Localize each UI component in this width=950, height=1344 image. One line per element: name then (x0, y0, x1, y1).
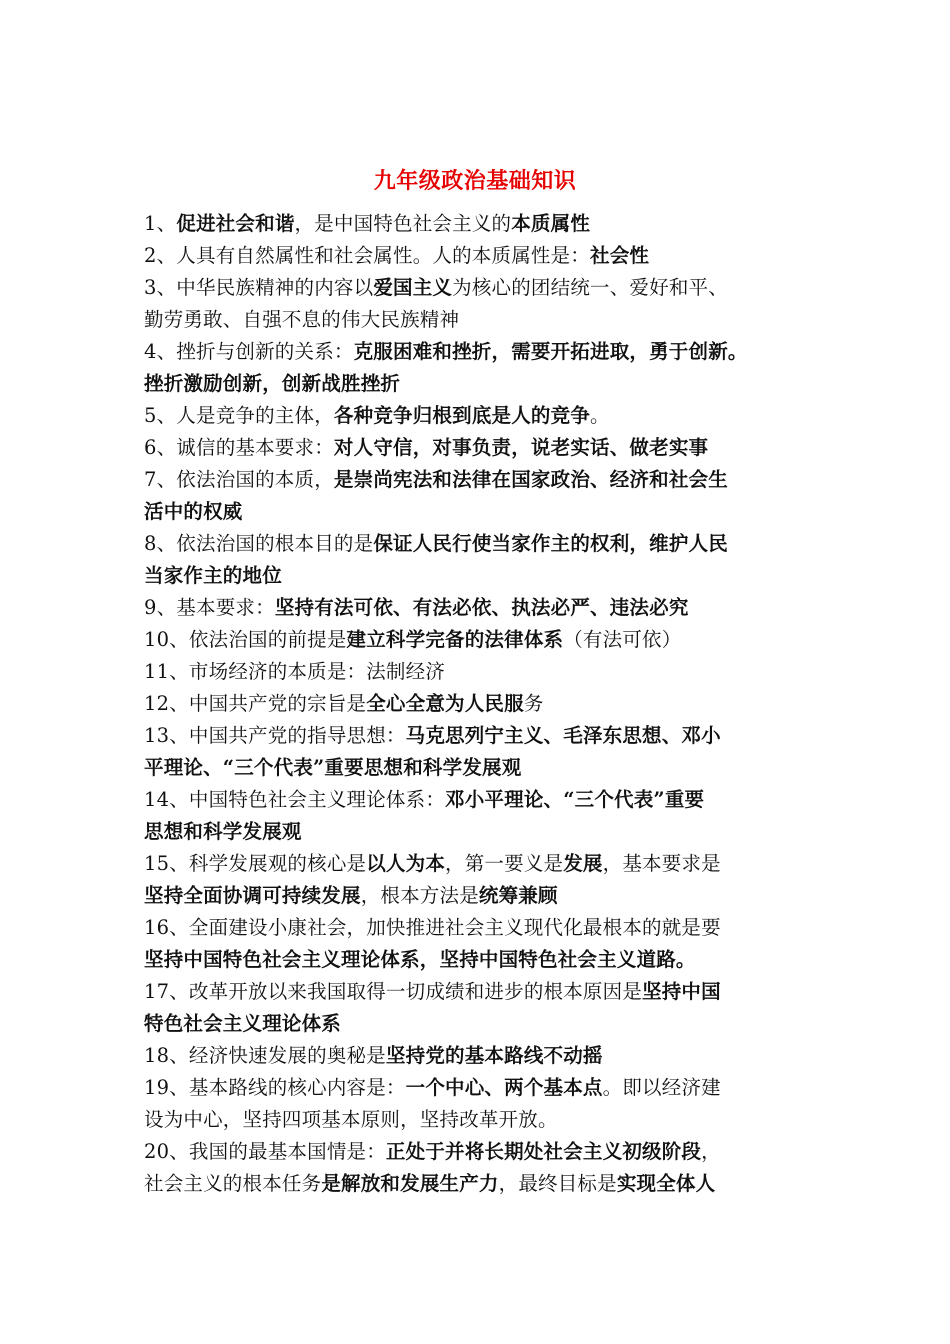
bold-text-segment: 克服困难和挫折，需要开拓进取，勇于创新。 (353, 340, 748, 363)
text-line (144, 912, 816, 944)
text-segment: 。 (590, 404, 610, 427)
bold-text-segment: 思想和科学发展观 (144, 820, 302, 843)
text-line (144, 1008, 816, 1040)
text-line (144, 592, 816, 624)
bold-text-segment: 坚持党的基本路线不动摇 (385, 1044, 603, 1067)
bold-text-segment: 是解放和发展生产力 (321, 1172, 499, 1195)
bold-text-segment: 一个中心、两个基本点 (405, 1076, 603, 1099)
bold-text-segment: 坚持有法可依、有法必依、执法必严、违法必究 (274, 596, 689, 619)
text-line (144, 880, 816, 912)
text-segment: 6、诚信的基本要求： (144, 436, 334, 459)
text-segment: 10、依法治国的前提是 (144, 628, 347, 651)
bold-text-segment: 爱国主义 (373, 276, 453, 299)
text-line (144, 560, 816, 592)
text-segment: 2、人具有自然属性和社会属性。人的本质属性是： (144, 244, 591, 267)
text-segment: 11、市场经济的本质是：法制经济 (144, 660, 446, 683)
text-segment: 7、依法治国的本质， (144, 468, 334, 491)
bold-text-segment: 平理论、“三个代表”重要思想和科学发展观 (144, 756, 522, 779)
text-line (144, 624, 816, 656)
text-segment: 为核心的团结统一、爱好和平、 (452, 276, 728, 299)
text-segment: 设为中心，坚持四项基本原则，坚持改革开放。 (144, 1108, 558, 1131)
bold-text-segment: 社会性 (590, 244, 650, 267)
document-body (144, 208, 816, 1200)
text-line (144, 944, 816, 976)
bold-text-segment: 保证人民行使当家作主的权利，维护人民 (373, 532, 728, 555)
text-segment: ，根本方法是 (360, 884, 479, 907)
text-line (144, 752, 816, 784)
bold-text-segment: 统筹兼顾 (478, 884, 558, 907)
text-segment: 1、 (144, 212, 177, 235)
text-line (144, 528, 816, 560)
text-segment: （有法可依） (563, 628, 682, 651)
text-segment: 19、基本路线的核心内容是： (144, 1076, 406, 1099)
text-segment: 社会主义的根本任务 (144, 1172, 322, 1195)
bold-text-segment: 各种竞争归根到底是人的竞争 (333, 404, 591, 427)
text-segment: 5、人是竞争的主体， (144, 404, 334, 427)
bold-text-segment: 建立科学完备的法律体系 (346, 628, 564, 651)
text-segment: ，最终目标是 (498, 1172, 617, 1195)
text-line (144, 208, 816, 240)
text-line (144, 464, 816, 496)
text-segment: 13、中国共产党的指导思想： (144, 724, 406, 747)
text-segment: 。即以经济建 (602, 1076, 721, 1099)
text-segment: ，基本要求是 (602, 852, 721, 875)
text-line (144, 240, 816, 272)
bold-text-segment: 坚持中国 (642, 980, 721, 1003)
text-segment: 4、挫折与创新的关系： (144, 340, 354, 363)
bold-text-segment: 坚持中国特色社会主义理论体系，坚持中国特色社会主义道路。 (144, 948, 696, 971)
text-segment: ，是中国特色社会主义的 (294, 212, 512, 235)
text-line (144, 784, 816, 816)
text-segment: ，第一要义是 (445, 852, 564, 875)
text-line (144, 432, 816, 464)
bold-text-segment: 坚持全面协调可持续发展 (144, 884, 361, 907)
text-segment: 12、中国共产党的宗旨是 (144, 692, 367, 715)
bold-text-segment: 以人为本 (366, 852, 446, 875)
bold-text-segment: 当家作主的地位 (144, 564, 282, 587)
text-line (144, 720, 816, 752)
text-line (144, 848, 816, 880)
bold-text-segment: 正处于并将长期处社会主义初级阶段 (385, 1140, 702, 1163)
text-line (144, 272, 816, 304)
text-line (144, 688, 816, 720)
bold-text-segment: 实现全体人 (616, 1172, 716, 1195)
bold-text-segment: 对人守信，对事负责，说老实话、做老实事 (333, 436, 709, 459)
bold-text-segment: 促进社会和谐 (176, 212, 295, 235)
bold-text-segment: 全心全意为人民服 (366, 692, 524, 715)
document-title: 九年级政治基础知识 (373, 168, 577, 194)
text-line (144, 1040, 816, 1072)
text-line (144, 1168, 816, 1200)
bold-text-segment: 挫折激励创新，创新战胜挫折 (144, 372, 401, 395)
text-line (144, 816, 816, 848)
text-segment: 8、依法治国的根本目的是 (144, 532, 374, 555)
text-line (144, 304, 816, 336)
text-segment: 17、改革开放以来我国取得一切成绩和进步的根本原因是 (144, 980, 643, 1003)
bold-text-segment: 特色社会主义理论体系 (144, 1012, 342, 1035)
bold-text-segment: 是崇尚宪法和法律在国家政治、经济和社会生 (333, 468, 728, 491)
bold-text-segment: 活中的权威 (144, 500, 243, 523)
bold-text-segment: 邓小平理论、“三个代表”重要 (445, 788, 705, 811)
text-segment: 18、经济快速发展的奥秘是 (144, 1044, 386, 1067)
text-segment: 9、基本要求： (144, 596, 275, 619)
text-line (144, 336, 816, 368)
text-segment: 20、我国的最基本国情是： (144, 1140, 386, 1163)
bold-text-segment: 马克思列宁主义、毛泽东思想、邓小 (405, 724, 721, 747)
bold-text-segment: 本质属性 (511, 212, 591, 235)
text-line (144, 1072, 816, 1104)
text-line (144, 656, 816, 688)
text-line (144, 1104, 816, 1136)
text-segment: 勤劳勇敢、自强不息的伟大民族精神 (144, 308, 460, 331)
text-line (144, 976, 816, 1008)
bold-text-segment: 发展 (563, 852, 603, 875)
text-line (144, 400, 816, 432)
text-line (144, 496, 816, 528)
text-line (144, 1136, 816, 1168)
text-line (144, 368, 816, 400)
text-segment: ， (701, 1140, 721, 1163)
text-segment: 3、中华民族精神的内容以 (144, 276, 374, 299)
text-segment: 务 (523, 692, 544, 715)
text-segment: 15、科学发展观的核心是 (144, 852, 367, 875)
text-segment: 16、全面建设小康社会，加快推进社会主义现代化最根本的就是要 (144, 916, 721, 939)
text-segment: 14、中国特色社会主义理论体系： (144, 788, 446, 811)
